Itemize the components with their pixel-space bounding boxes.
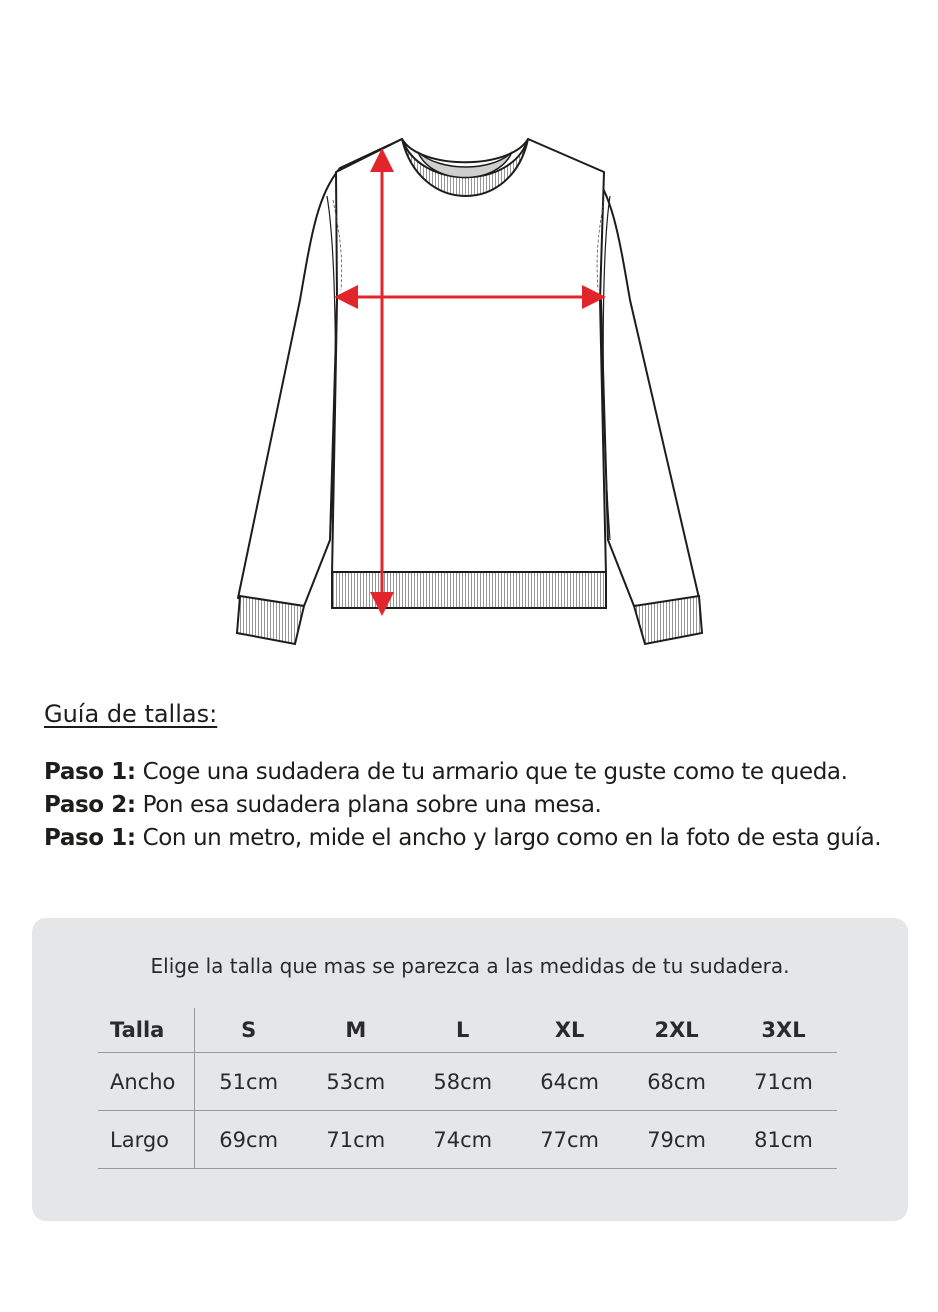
size-table-panel	[32, 918, 908, 1221]
table-cell: 81cm	[730, 1111, 837, 1169]
table-cell: 53cm	[302, 1053, 409, 1111]
header-cell: S	[195, 1008, 303, 1053]
table-header-row	[98, 1008, 837, 1053]
step-3	[44, 822, 881, 855]
table-cell: 71cm	[302, 1111, 409, 1169]
header-cell: 2XL	[623, 1008, 730, 1053]
row-label: Largo	[98, 1111, 195, 1169]
step-1	[44, 756, 881, 789]
step-text: Con un metro, mide el ancho y largo como en la foto de esta guía.	[135, 825, 882, 851]
table-cell: 71cm	[730, 1053, 837, 1111]
step-2	[44, 789, 881, 822]
header-cell: Talla	[98, 1008, 195, 1053]
step-label: Paso 1:	[44, 759, 136, 785]
row-label: Ancho	[98, 1053, 195, 1111]
table-cell: 64cm	[516, 1053, 623, 1111]
step-label: Paso 2:	[44, 792, 136, 818]
step-text: Coge una sudadera de tu armario que te guste como te queda.	[135, 759, 848, 785]
table-caption: Elige la talla que mas se parezca a las medidas de tu sudadera.	[150, 954, 790, 978]
steps-list	[44, 756, 881, 855]
step-label: Paso 1:	[44, 825, 136, 851]
step-text: Pon esa sudadera plana sobre una mesa.	[135, 792, 602, 818]
table-cell: 51cm	[195, 1053, 303, 1111]
table-cell: 68cm	[623, 1053, 730, 1111]
header-cell: 3XL	[730, 1008, 837, 1053]
table-cell: 74cm	[409, 1111, 516, 1169]
table-cell: 69cm	[195, 1111, 303, 1169]
table-cell: 77cm	[516, 1111, 623, 1169]
size-table	[98, 1008, 837, 1169]
header-cell: L	[409, 1008, 516, 1053]
sweater-body	[332, 139, 606, 575]
table-cell: 58cm	[409, 1053, 516, 1111]
sweater-hem	[332, 572, 606, 608]
header-cell: M	[302, 1008, 409, 1053]
header-cell: XL	[516, 1008, 623, 1053]
table-row	[98, 1053, 837, 1111]
size-guide-title: Guía de tallas:	[44, 700, 218, 728]
table-cell: 79cm	[623, 1111, 730, 1169]
table-row	[98, 1111, 837, 1169]
sweater-illustration	[225, 128, 715, 653]
